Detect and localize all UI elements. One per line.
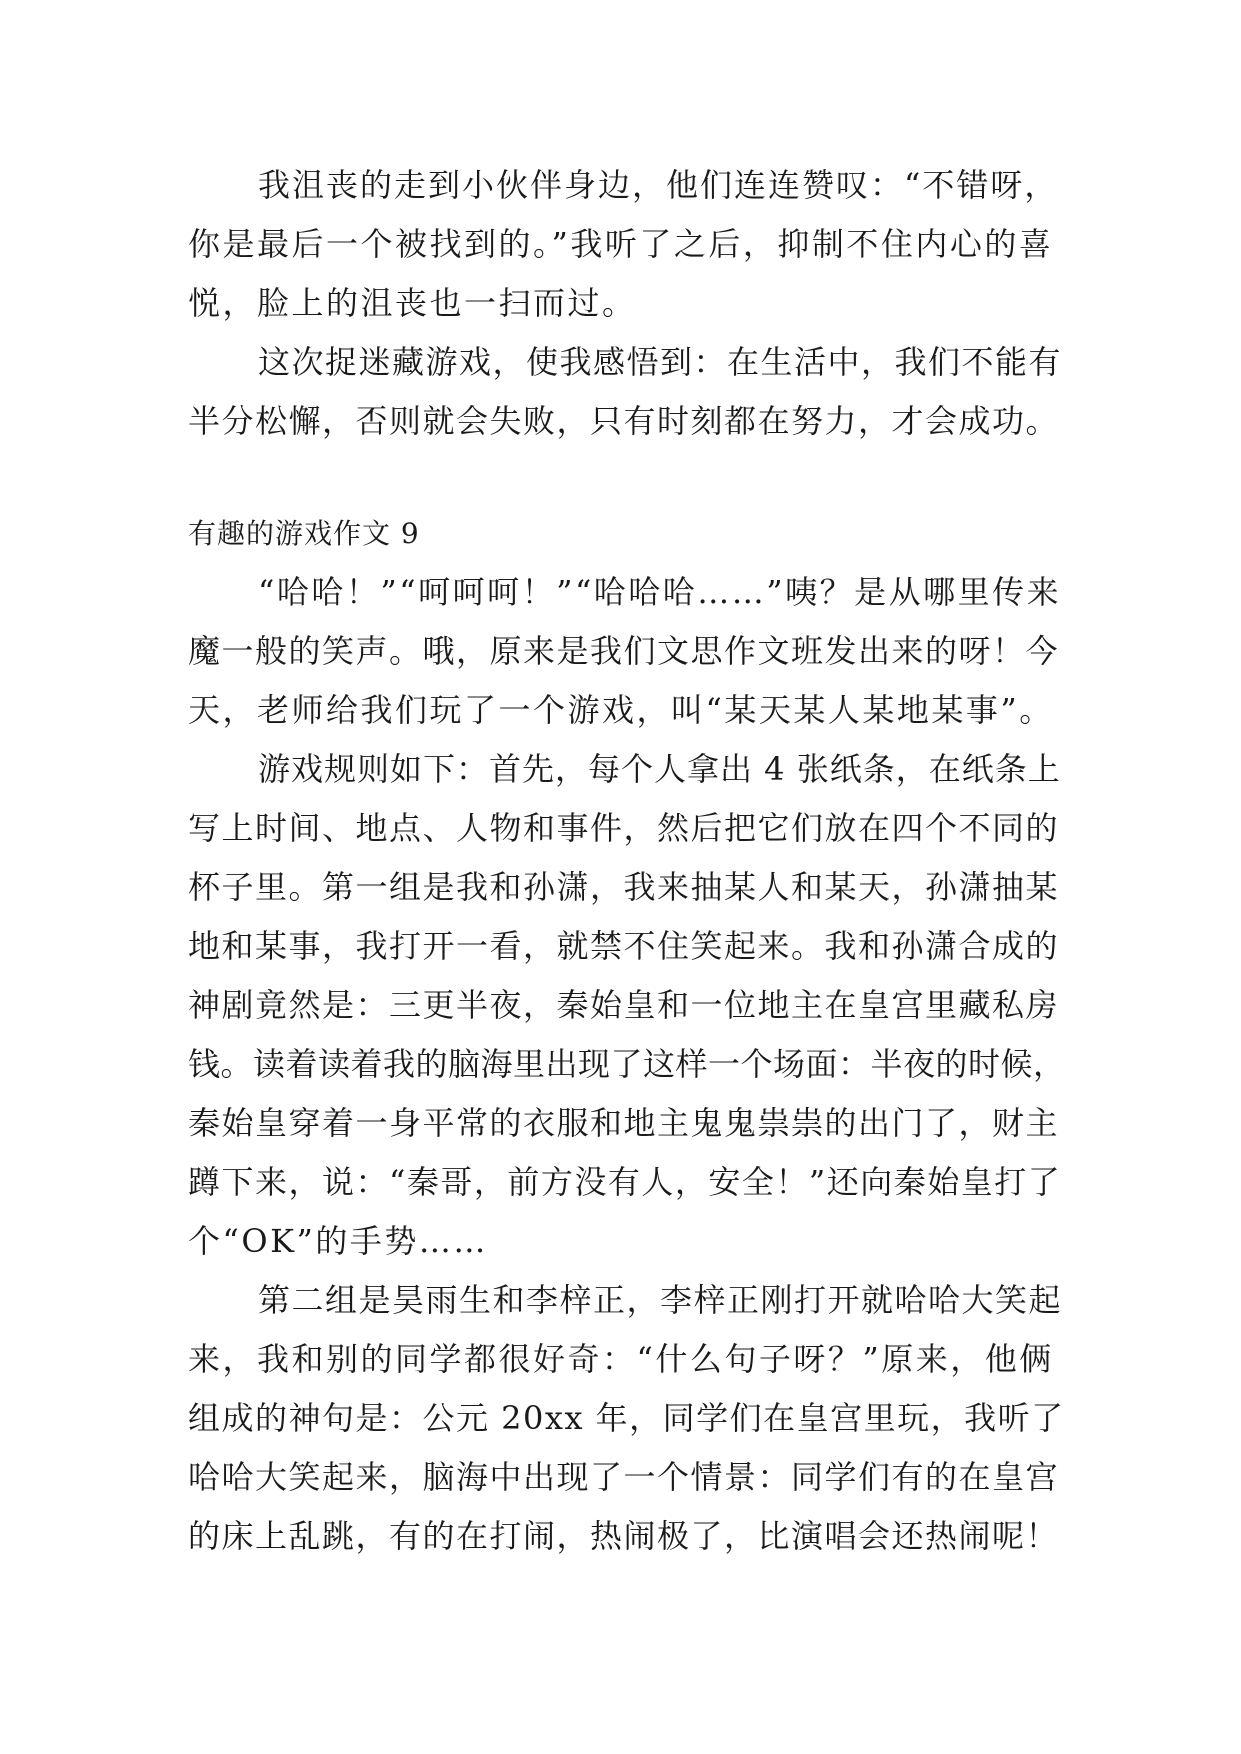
paragraph-line: 组成的神句是：公元 20xx 年，同学们在皇宫里玩，我听了 xyxy=(188,1399,1065,1437)
paragraph-line: 写上时间、地点、人物和事件，然后把它们放在四个不同的 xyxy=(188,809,1060,847)
text-block-top xyxy=(188,156,1068,451)
paragraph-line: 地和某事，我打开一看，就禁不住笑起来。我和孙潇合成的 xyxy=(188,927,1060,965)
paragraph xyxy=(188,740,1068,1271)
paragraph-line: 第二组是昊雨生和李梓正，李梓正刚打开就哈哈大笑起 xyxy=(258,1281,1063,1319)
paragraph-line: 我沮丧的走到小伙伴身边，他们连连赞叹：“不错呀， xyxy=(258,166,1059,204)
section-title: 有趣的游戏作文 9 xyxy=(188,517,420,550)
paragraph-line: 悦，脸上的沮丧也一扫而过。 xyxy=(188,284,637,322)
paragraph-line: 个“OK”的手势…… xyxy=(188,1222,488,1260)
paragraph-line: 游戏规则如下：首先，每个人拿出 4 张纸条，在纸条上 xyxy=(258,750,1061,788)
paragraph-line: “哈哈！”“呵呵呵！”“哈哈哈……”咦？是从哪里传来 xyxy=(258,573,1062,611)
paragraph-line: 你是最后一个被找到的。”我听了之后，抑制不住内心的喜 xyxy=(188,225,1054,263)
paragraph-line: 魔一般的笑声。哦，原来是我们文思作文班发出来的呀！今 xyxy=(188,632,1060,670)
paragraph-line: 这次捉迷藏游戏，使我感悟到：在生活中，我们不能有 xyxy=(258,343,1063,381)
paragraph-line: 哈哈大笑起来，脑海中出现了一个情景：同学们有的在皇宫 xyxy=(188,1458,1060,1496)
paragraph-line: 神剧竟然是：三更半夜，秦始皇和一位地主在皇宫里藏私房 xyxy=(188,986,1060,1024)
paragraph xyxy=(188,563,1068,740)
paragraph-line: 半分松懈，否则就会失败，只有时刻都在努力，才会成功。 xyxy=(188,402,1060,440)
paragraph xyxy=(188,333,1068,451)
paragraph-line: 秦始皇穿着一身平常的衣服和地主鬼鬼祟祟的出门了，财主 xyxy=(188,1104,1060,1142)
paragraph-line: 蹲下来，说：“秦哥，前方没有人，安全！”还向秦始皇打了 xyxy=(188,1163,1062,1201)
paragraph-line: 钱。读着读着我的脑海里出现了这样一个场面：半夜的时候， xyxy=(188,1045,1066,1083)
paragraph-line: 杯子里。第一组是我和孙潇，我来抽某人和某天，孙潇抽某 xyxy=(188,868,1060,906)
paragraph-line: 天，老师给我们玩了一个游戏，叫“某天某人某地某事”。 xyxy=(188,691,1054,729)
paragraph xyxy=(188,1271,1068,1566)
text-block-bottom xyxy=(188,504,1068,1566)
paragraph-line: 来，我和别的同学都很好奇：“什么句子呀？”原来，他俩 xyxy=(188,1340,1054,1378)
paragraph xyxy=(188,156,1068,333)
paragraph-line: 的床上乱跳，有的在打闹，热闹极了，比演唱会还热闹呢！ xyxy=(188,1517,1060,1555)
